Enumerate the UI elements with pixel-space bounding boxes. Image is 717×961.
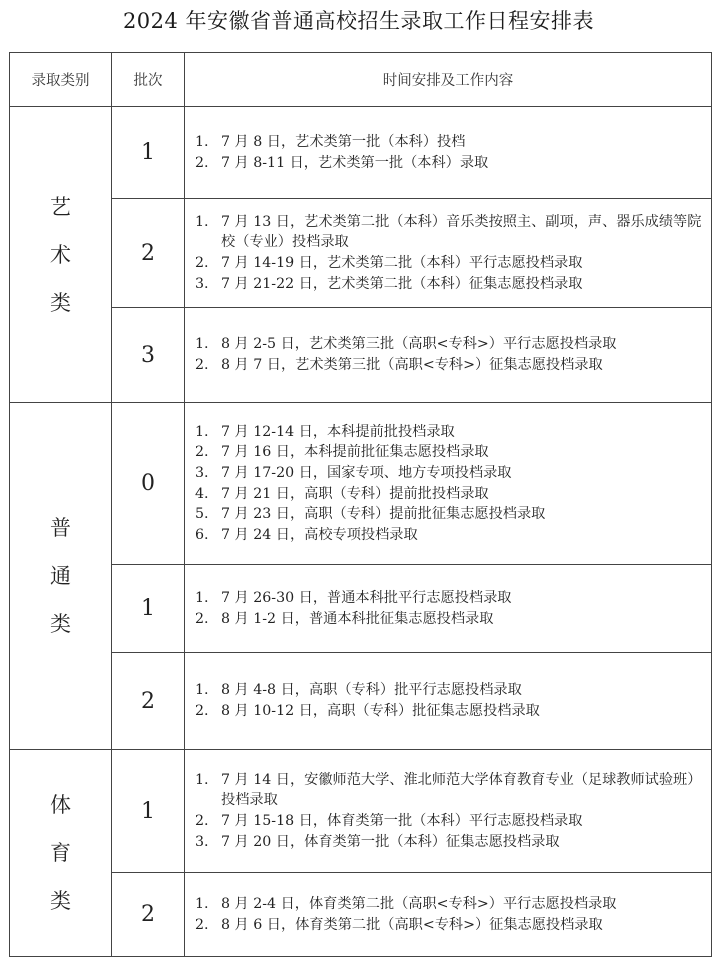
item-number: 5. bbox=[195, 506, 209, 523]
schedule-items bbox=[185, 107, 712, 199]
item-text: 8 月 6 日，体育类第二批（高职<专科>）征集志愿投档录取 bbox=[221, 916, 603, 933]
item-text: 8 月 1-2 日，普通本科批征集志愿投档录取 bbox=[221, 610, 494, 627]
list-item bbox=[195, 588, 705, 609]
list-item bbox=[195, 915, 705, 936]
item-text: 7 月 14 日，安徽师范大学、淮北师范大学体育教育专业（足球教师试验班）投档录取 bbox=[221, 771, 702, 809]
item-text: 8 月 10-12 日，高职（专科）批征集志愿投档录取 bbox=[221, 703, 540, 719]
list-item bbox=[195, 701, 705, 722]
category-cell-sports bbox=[10, 750, 112, 957]
table-row bbox=[10, 873, 712, 957]
item-number: 2. bbox=[195, 357, 209, 373]
item-number: 2. bbox=[195, 916, 209, 933]
table-row bbox=[10, 308, 712, 403]
list-item bbox=[195, 525, 705, 546]
item-number: 2. bbox=[195, 813, 209, 829]
item-number: 1. bbox=[195, 336, 209, 353]
category-char: 普 bbox=[50, 516, 71, 540]
header-row bbox=[10, 53, 712, 107]
header-batch: 批次 bbox=[112, 53, 185, 107]
category-char: 类 bbox=[50, 290, 71, 315]
item-number: 2. bbox=[195, 610, 209, 627]
item-number: 1. bbox=[195, 589, 209, 606]
category-char: 通 bbox=[50, 564, 71, 588]
list-item bbox=[195, 334, 705, 355]
item-text: 7 月 14-19 日，艺术类第二批（本科）平行志愿投档录取 bbox=[221, 255, 583, 271]
list-item bbox=[195, 355, 705, 376]
batch-number: 2 bbox=[112, 653, 185, 750]
item-number: 2. bbox=[195, 154, 209, 171]
table-row bbox=[10, 653, 712, 750]
batch-number: 1 bbox=[112, 750, 185, 873]
item-text: 7 月 21 日，高职（专科）提前批投档录取 bbox=[221, 485, 489, 502]
schedule-items bbox=[185, 565, 712, 653]
list-item bbox=[195, 832, 705, 853]
category-char: 育 bbox=[50, 841, 71, 865]
schedule-items bbox=[185, 308, 712, 403]
list-item bbox=[195, 770, 705, 811]
category-cell-art bbox=[10, 107, 112, 403]
list-item bbox=[195, 153, 705, 174]
item-text: 7 月 20 日，体育类第一批（本科）征集志愿投档录取 bbox=[221, 833, 560, 850]
list-item bbox=[195, 422, 705, 443]
category-char: 艺 bbox=[50, 194, 71, 219]
item-number: 4. bbox=[195, 485, 209, 502]
schedule-items bbox=[185, 199, 712, 308]
item-text: 8 月 7 日，艺术类第三批（高职<专科>）征集志愿投档录取 bbox=[221, 357, 603, 373]
item-number: 2. bbox=[195, 255, 209, 271]
schedule-table bbox=[9, 52, 712, 957]
list-item bbox=[195, 609, 705, 630]
item-text: 8 月 2-4 日，体育类第二批（高职<专科>）平行志愿投档录取 bbox=[221, 895, 617, 912]
schedule-items bbox=[185, 653, 712, 750]
item-number: 1. bbox=[195, 133, 209, 150]
item-number: 1. bbox=[195, 682, 209, 699]
item-text: 7 月 12-14 日，本科提前批投档录取 bbox=[221, 423, 455, 440]
schedule-items bbox=[185, 403, 712, 565]
category-char: 术 bbox=[50, 242, 71, 267]
batch-number: 2 bbox=[112, 199, 185, 308]
list-item bbox=[195, 132, 705, 153]
category-cell-general bbox=[10, 403, 112, 750]
item-text: 7 月 23 日，高职（专科）提前批征集志愿投档录取 bbox=[221, 506, 546, 523]
schedule-items bbox=[185, 873, 712, 957]
list-item bbox=[195, 811, 705, 832]
table-row bbox=[10, 565, 712, 653]
list-item bbox=[195, 680, 705, 701]
item-number: 1. bbox=[195, 895, 209, 912]
category-char: 体 bbox=[50, 793, 71, 817]
header-category: 录取类别 bbox=[10, 53, 112, 107]
list-item bbox=[195, 442, 705, 463]
item-number: 3. bbox=[195, 275, 209, 292]
item-number: 2. bbox=[195, 444, 209, 461]
item-number: 1. bbox=[195, 213, 209, 230]
page-title: 2024 年安徽省普通高校招生录取工作日程安排表 bbox=[122, 9, 595, 33]
item-text: 7 月 15-18 日，体育类第一批（本科）平行志愿投档录取 bbox=[221, 813, 583, 829]
item-number: 3. bbox=[195, 833, 209, 850]
item-text: 8 月 2-5 日，艺术类第三批（高职<专科>）平行志愿投档录取 bbox=[221, 336, 617, 353]
batch-number: 3 bbox=[112, 308, 185, 403]
batch-number: 1 bbox=[112, 107, 185, 199]
item-text: 7 月 8-11 日，艺术类第一批（本科）录取 bbox=[221, 154, 489, 171]
item-text: 8 月 4-8 日，高职（专科）批平行志愿投档录取 bbox=[221, 682, 522, 699]
item-text: 7 月 17-20 日，国家专项、地方专项投档录取 bbox=[221, 464, 512, 481]
list-item bbox=[195, 504, 705, 525]
header-content: 时间安排及工作内容 bbox=[185, 53, 712, 107]
table-row bbox=[10, 107, 712, 199]
item-text: 7 月 13 日，艺术类第二批（本科）音乐类按照主、副项，声、器乐成绩等院校（专业）投档录取 bbox=[221, 213, 702, 251]
list-item bbox=[195, 274, 705, 295]
item-text: 7 月 21-22 日，艺术类第二批（本科）征集志愿投档录取 bbox=[221, 275, 583, 292]
list-item bbox=[195, 253, 705, 274]
schedule-items bbox=[185, 750, 712, 873]
item-text: 7 月 24 日，高校专项投档录取 bbox=[221, 526, 418, 543]
item-text: 7 月 16 日，本科提前批征集志愿投档录取 bbox=[221, 444, 489, 461]
item-text: 7 月 8 日，艺术类第一批（本科）投档 bbox=[221, 133, 466, 150]
table-row bbox=[10, 403, 712, 565]
table-row bbox=[10, 750, 712, 873]
item-text: 7 月 26-30 日，普通本科批平行志愿投档录取 bbox=[221, 589, 512, 606]
batch-number: 2 bbox=[112, 873, 185, 957]
list-item bbox=[195, 212, 705, 253]
category-char: 类 bbox=[50, 612, 71, 636]
item-number: 3. bbox=[195, 464, 209, 481]
batch-number: 0 bbox=[112, 403, 185, 565]
item-number: 1. bbox=[195, 771, 209, 788]
list-item bbox=[195, 463, 705, 484]
batch-number: 1 bbox=[112, 565, 185, 653]
category-char: 类 bbox=[50, 889, 71, 913]
item-number: 2. bbox=[195, 703, 209, 719]
item-number: 1. bbox=[195, 423, 209, 440]
list-item bbox=[195, 894, 705, 915]
item-number: 6. bbox=[195, 526, 209, 543]
table-row bbox=[10, 199, 712, 308]
list-item bbox=[195, 484, 705, 505]
